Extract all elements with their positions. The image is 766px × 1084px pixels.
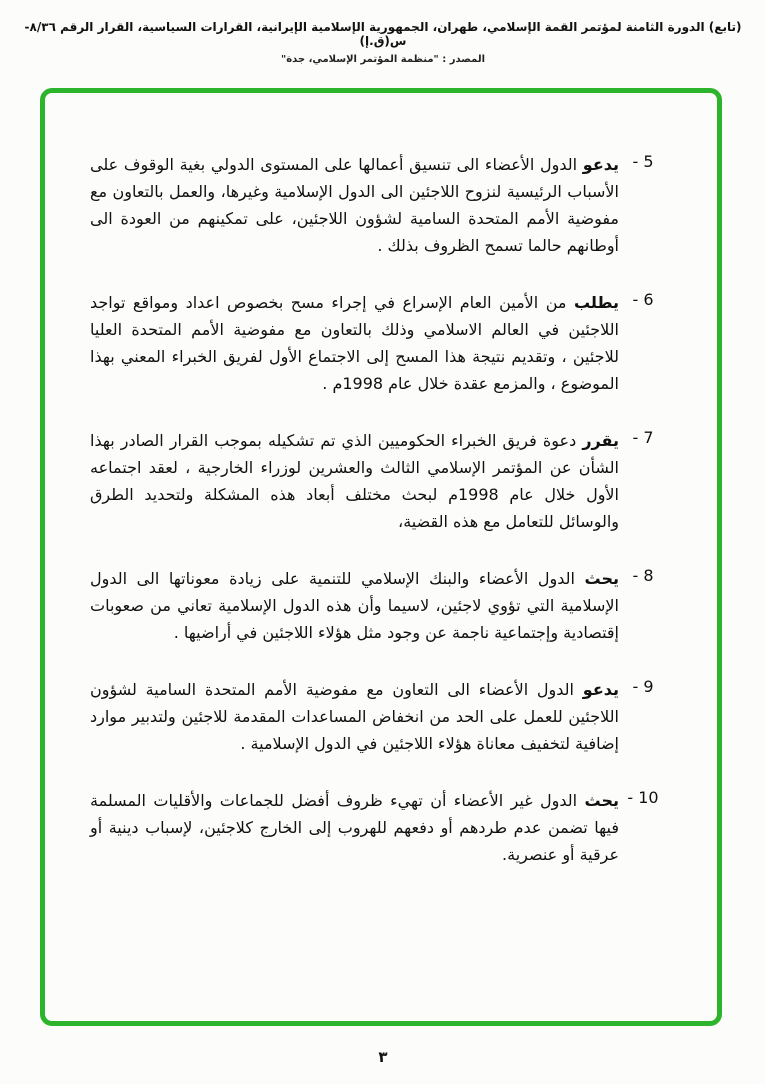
content-frame [40,88,722,1026]
clause-number-10: - 10 [627,788,659,807]
clause-body-text-7: دعوة فريق الخبراء الحكوميين الذي تم تشكيله بموجب القرار الصادر بهذا الشأن عن المؤتمر الإسلامي الثالث والعشرين لوزراء الخارجية ، لعقد اجتماعه الأول خلال عام 1998م لبحث مختلف أبعاد هذه المشكلة ولتحديد الطرق والوسائل للتعامل مع هذه القضية، [90,431,619,531]
clause-text-9 [90,676,619,757]
clause-text-8 [90,565,619,646]
resolution-clause-7 [90,427,667,535]
clause-body-text-6: من الأمين العام الإسراع في إجراء مسح بخصوص اعداد ومواقع تواجد اللاجئين في العالم الاسلامي وذلك بالتعاون مع مفوضية الأمم المتحدة العليا للاجئين ، وتقديم نتيجة هذا المسح إلى الاجتماع الأول لفريق الخبراء المعني بهذا الموضوع ، والمزمع عقدة خلال عام 1998م . [90,293,619,393]
clause-lead-word-6: يطلب [573,293,619,312]
resolution-clause-10 [90,787,667,868]
clause-body-text-10: الدول غير الأعضاء أن تهيء ظروف أفضل للجماعات والأقليات المسلمة فيها تضمن عدم طردهم أو دفعهم للهروب إلى الخارج كلاجئين، لإسباب دينية أو عرقية أو عنصرية. [90,791,619,864]
resolution-clause-5 [90,151,667,259]
clause-body-text-5: الدول الأعضاء الى تنسيق أعمالها على المستوى الدولي بغية الوقوف على الأسباب الرئيسية لنزوح اللاجئين الى الدول الإسلامية وغيرها، والعمل بالتعاون مع مفوضية الأمم المتحدة السامية لشؤون اللاجئين، على تمكينهم من العودة الى أوطانهم حالما تسمح الظروف بذلك . [90,155,619,255]
clause-number-8: - 8 [632,566,654,585]
clause-text-6 [90,289,619,397]
resolution-clause-9 [90,676,667,757]
resolution-clause-6 [90,289,667,397]
page-number: ٣ [378,1048,388,1066]
clause-lead-word-8: يحث [584,569,619,588]
document-title: (تابع) الدورة الثامنة لمؤتمر القمة الإسلامي، طهران، الجمهورية الإسلامية الإيرانية، القرارات السياسية، القرار الرقم ٨/٣٦-س(ق.إ) [24,20,742,48]
clause-text-10 [90,787,619,868]
clause-number-6: - 6 [632,290,654,309]
clause-lead-word-10: يحث [584,791,620,810]
clause-lead-word-7: يقرر [582,431,619,450]
clause-number-7: - 7 [632,428,654,447]
clause-body-text-9: الدول الأعضاء الى التعاون مع مفوضية الأمم المتحدة السامية لشؤون اللاجئين للعمل على الحد من انخفاض المساعدات المقدمة للاجئين ولتدبير موارد إضافية لتخفيف معاناة هؤلاء اللاجئين في الدول الإسلامية . [90,680,619,753]
clause-body-text-8: الدول الأعضاء والبنك الإسلامي للتنمية على زيادة معوناتها الى الدول الإسلامية التي تؤوي لاجئين، لاسيما وأن هذه الدول الإسلامية تعاني من صعوبات إقتصادية وإجتماعية ناجمة عن وجود مثل هؤلاء اللاجئين في أراضيها . [90,569,619,642]
resolution-clause-8 [90,565,667,646]
clause-text-5 [90,151,619,259]
clause-text-7 [90,427,619,535]
clause-number-9: - 9 [632,677,654,696]
clause-lead-word-9: يدعو [582,680,619,699]
document-header [0,0,766,65]
document-source: المصدر : "منظمة المؤتمر الإسلامي، جدة" [280,54,485,65]
clause-lead-word-5: يدعو [582,155,619,174]
clause-number-5: - 5 [632,152,654,171]
